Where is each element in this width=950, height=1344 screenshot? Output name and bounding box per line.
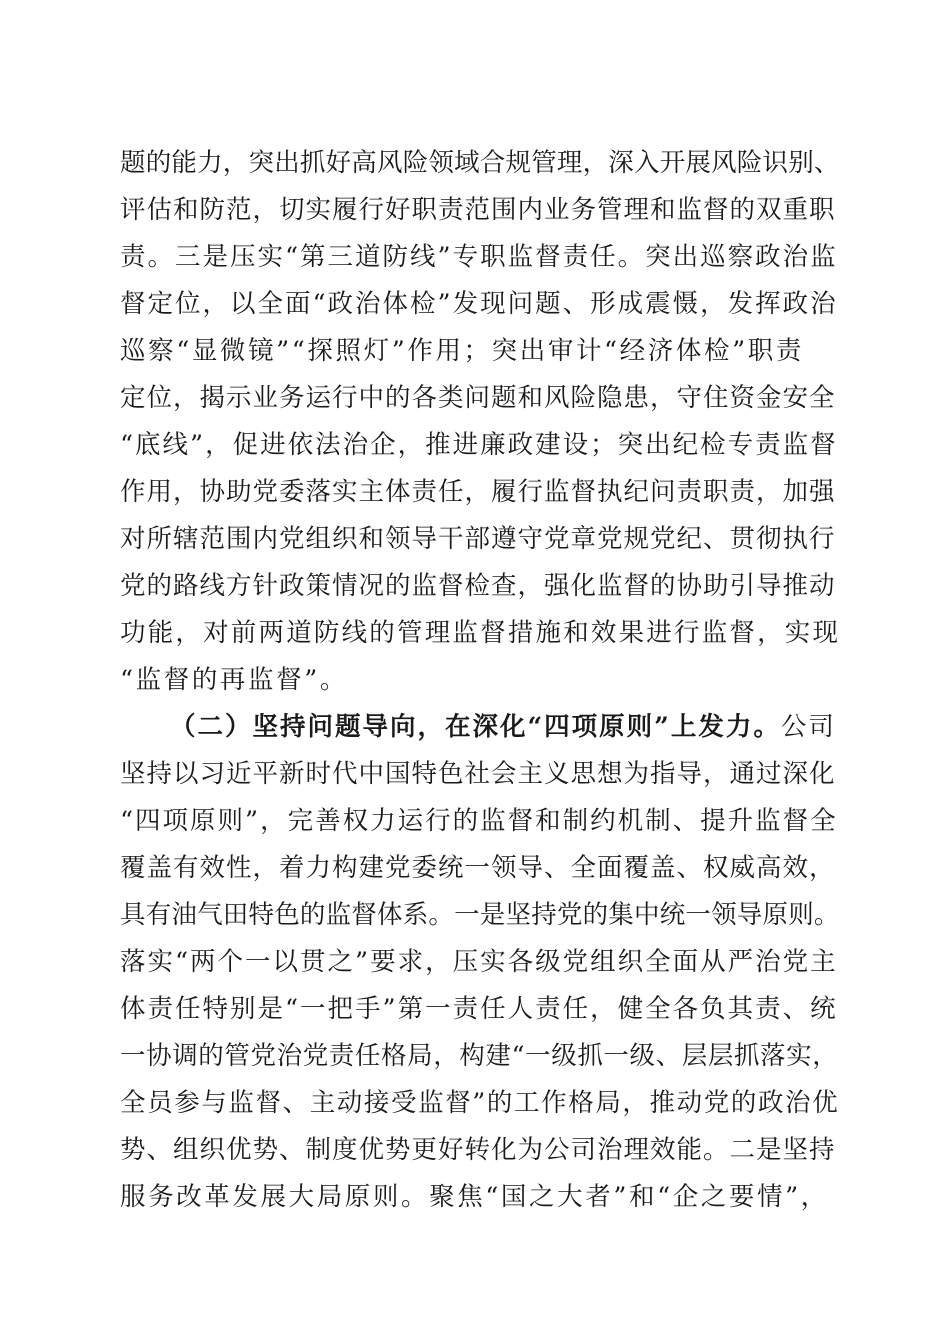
- text-line: 坚持以习近平新时代中国特色社会主义思想为指导，通过深化: [120, 759, 836, 789]
- text-line: 责。三是压实“第三道防线”专职监督责任。突出巡察政治监: [120, 242, 838, 272]
- text-line: 服务改革发展大局原则。聚焦“国之大者”和“企之要情”，: [120, 1182, 829, 1212]
- text-line: 对所辖范围内党组织和领导干部遵守党章党规党纪、贯彻执行: [120, 524, 836, 554]
- section-heading-line: [170, 704, 840, 750]
- section-heading: （二）坚持问题导向，在深化“四项原则”上发力。: [170, 712, 781, 742]
- text-line: 评估和防范，切实履行好职责范围内业务管理和监督的双重职: [120, 195, 836, 225]
- text-line: 功能，对前两道防线的管理监督措施和效果进行监督，实现: [120, 618, 841, 648]
- text-line: 体责任特别是“一把手”第一责任人责任，健全各负其责、统: [120, 994, 838, 1024]
- text-line: 落实“两个一以贯之”要求，压实各级党组织全面从严治党主: [120, 947, 838, 977]
- text-line: 作用，协助党委落实主体责任，履行监督执纪问责职责，加强: [120, 477, 836, 507]
- text-line: “底线”，促进依法治企，推进廉政建设；突出纪检专责监督: [120, 430, 838, 460]
- text-line: 党的路线方针政策情况的监督检查，强化监督的协助引导推动: [120, 571, 836, 601]
- text-line: “监督的再监督”。: [120, 665, 348, 695]
- text-line: 全员参与监督、主动接受监督”的工作格局，推动党的政治优: [120, 1088, 840, 1118]
- text-line: 势、组织优势、制度优势更好转化为公司治理效能。二是坚持: [120, 1135, 836, 1165]
- text-line: 巡察“显微镜”“探照灯”作用；突出审计“经济体检”职责: [120, 336, 804, 366]
- text-line: 定位，揭示业务运行中的各类问题和风险隐患，守住资金安全: [120, 383, 836, 413]
- text-line: 题的能力，突出抓好高风险领域合规管理，深入开展风险识别、: [120, 148, 840, 178]
- text-line: 覆盖有效性，着力构建党委统一领导、全面覆盖、权威高效，: [120, 853, 836, 883]
- text-line: “四项原则”，完善权力运行的监督和制约机制、提升监督全: [120, 806, 838, 836]
- text-line: 一协调的管党治党责任格局，构建“一级抓一级、层层抓落实，: [120, 1041, 839, 1071]
- section-heading-tail: 公司: [780, 712, 836, 742]
- text-line: 督定位，以全面“政治体检”发现问题、形成震慑，发挥政治: [120, 289, 838, 319]
- text-line: 具有油气田特色的监督体系。一是坚持党的集中统一领导原则。: [120, 900, 840, 930]
